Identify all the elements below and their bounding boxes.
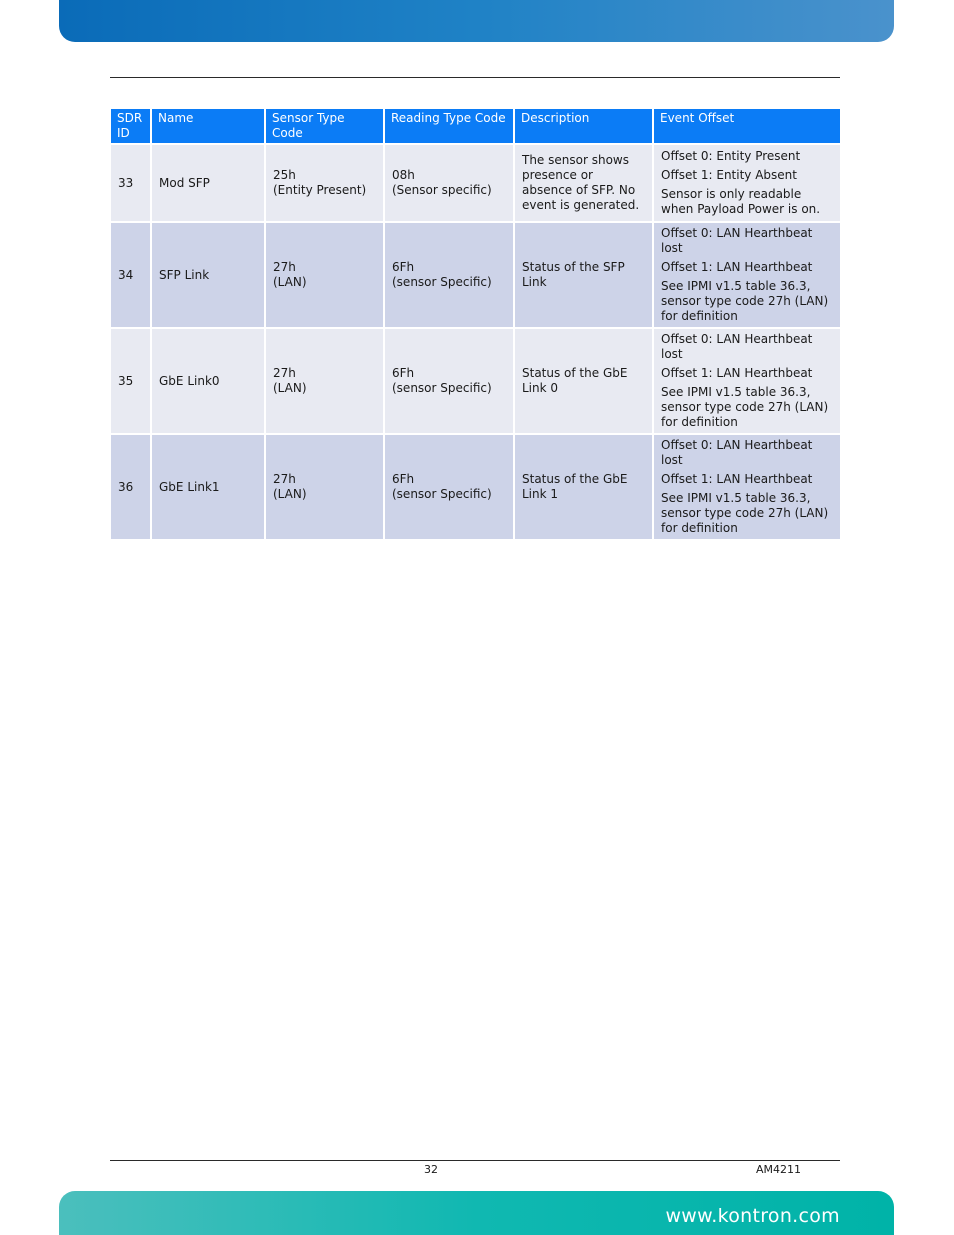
table-header-row	[111, 109, 840, 143]
header-description: Description	[515, 109, 652, 143]
event-offset-line: Offset 1: LAN Hearthbeat	[661, 260, 813, 274]
cell-sdr-id: 36	[111, 435, 150, 539]
cell-sdr-id: 34	[111, 223, 150, 327]
header-reading-type: Reading Type Code	[385, 109, 513, 143]
document-id: AM4211	[756, 1163, 802, 1176]
reading-type-desc: (sensor Specific)	[392, 487, 492, 501]
cell-sensor-type	[266, 329, 383, 433]
table-row	[111, 435, 840, 539]
cell-description: Status of the GbE Link 0	[515, 329, 652, 433]
cell-event-offset	[654, 435, 840, 539]
page-number: 32	[424, 1163, 438, 1176]
cell-reading-type	[385, 145, 513, 221]
reading-type-code: 6Fh	[392, 366, 415, 380]
reading-type-code: 08h	[392, 168, 415, 182]
website-link[interactable]: www.kontron.com	[665, 1205, 840, 1227]
cell-name: Mod SFP	[152, 145, 264, 221]
cell-reading-type	[385, 435, 513, 539]
cell-reading-type	[385, 329, 513, 433]
event-offset-note: See IPMI v1.5 table 36.3, sensor type code 27h (LAN) for definition	[661, 491, 829, 535]
table-row	[111, 329, 840, 433]
sensor-type-desc: (LAN)	[273, 487, 307, 501]
cell-sensor-type	[266, 223, 383, 327]
sdr-table	[109, 107, 842, 541]
sensor-type-desc: (Entity Present)	[273, 183, 367, 197]
cell-description: Status of the SFP Link	[515, 223, 652, 327]
event-offset-line: Offset 0: LAN Hearthbeat lost	[661, 226, 813, 255]
event-offset-line: Offset 0: LAN Hearthbeat lost	[661, 438, 813, 467]
table-row	[111, 145, 840, 221]
cell-reading-type	[385, 223, 513, 327]
event-offset-line: Offset 1: LAN Hearthbeat	[661, 366, 813, 380]
header-event-offset: Event Offset	[654, 109, 840, 143]
table-row	[111, 223, 840, 327]
header-rule	[110, 77, 840, 78]
reading-type-code: 6Fh	[392, 260, 415, 274]
reading-type-desc: (sensor Specific)	[392, 275, 492, 289]
cell-event-offset	[654, 145, 840, 221]
cell-sensor-type	[266, 145, 383, 221]
footer-rule	[110, 1160, 840, 1161]
reading-type-code: 6Fh	[392, 472, 415, 486]
header-sensor-type: Sensor Type Code	[266, 109, 383, 143]
event-offset-note: See IPMI v1.5 table 36.3, sensor type code 27h (LAN) for definition	[661, 279, 829, 323]
cell-sdr-id: 35	[111, 329, 150, 433]
event-offset-note: See IPMI v1.5 table 36.3, sensor type code 27h (LAN) for definition	[661, 385, 829, 429]
header-name: Name	[152, 109, 264, 143]
sensor-type-code: 27h	[273, 260, 296, 274]
cell-description: The sensor shows presence or absence of SFP. No event is generated.	[515, 145, 652, 221]
cell-name: GbE Link1	[152, 435, 264, 539]
event-offset-line: Offset 1: Entity Absent	[661, 168, 797, 182]
footer-banner	[59, 1191, 894, 1235]
header-sdr-id	[111, 109, 150, 143]
sensor-type-desc: (LAN)	[273, 275, 307, 289]
sensor-type-code: 25h	[273, 168, 296, 182]
sensor-type-code: 27h	[273, 366, 296, 380]
reading-type-desc: (sensor Specific)	[392, 381, 492, 395]
cell-sdr-id: 33	[111, 145, 150, 221]
event-offset-line: Offset 0: LAN Hearthbeat lost	[661, 332, 813, 361]
event-offset-line: Offset 0: Entity Present	[661, 149, 801, 163]
cell-event-offset	[654, 223, 840, 327]
event-offset-line: Offset 1: LAN Hearthbeat	[661, 472, 813, 486]
cell-name: SFP Link	[152, 223, 264, 327]
sensor-type-desc: (LAN)	[273, 381, 307, 395]
cell-sensor-type	[266, 435, 383, 539]
sensor-type-code: 27h	[273, 472, 296, 486]
event-offset-note: Sensor is only readable when Payload Power is on.	[661, 187, 821, 216]
reading-type-desc: (Sensor specific)	[392, 183, 492, 197]
cell-event-offset	[654, 329, 840, 433]
cell-name: GbE Link0	[152, 329, 264, 433]
top-banner	[59, 0, 894, 42]
header-sdr-id-text: SDR ID	[117, 111, 143, 140]
cell-description: Status of the GbE Link 1	[515, 435, 652, 539]
